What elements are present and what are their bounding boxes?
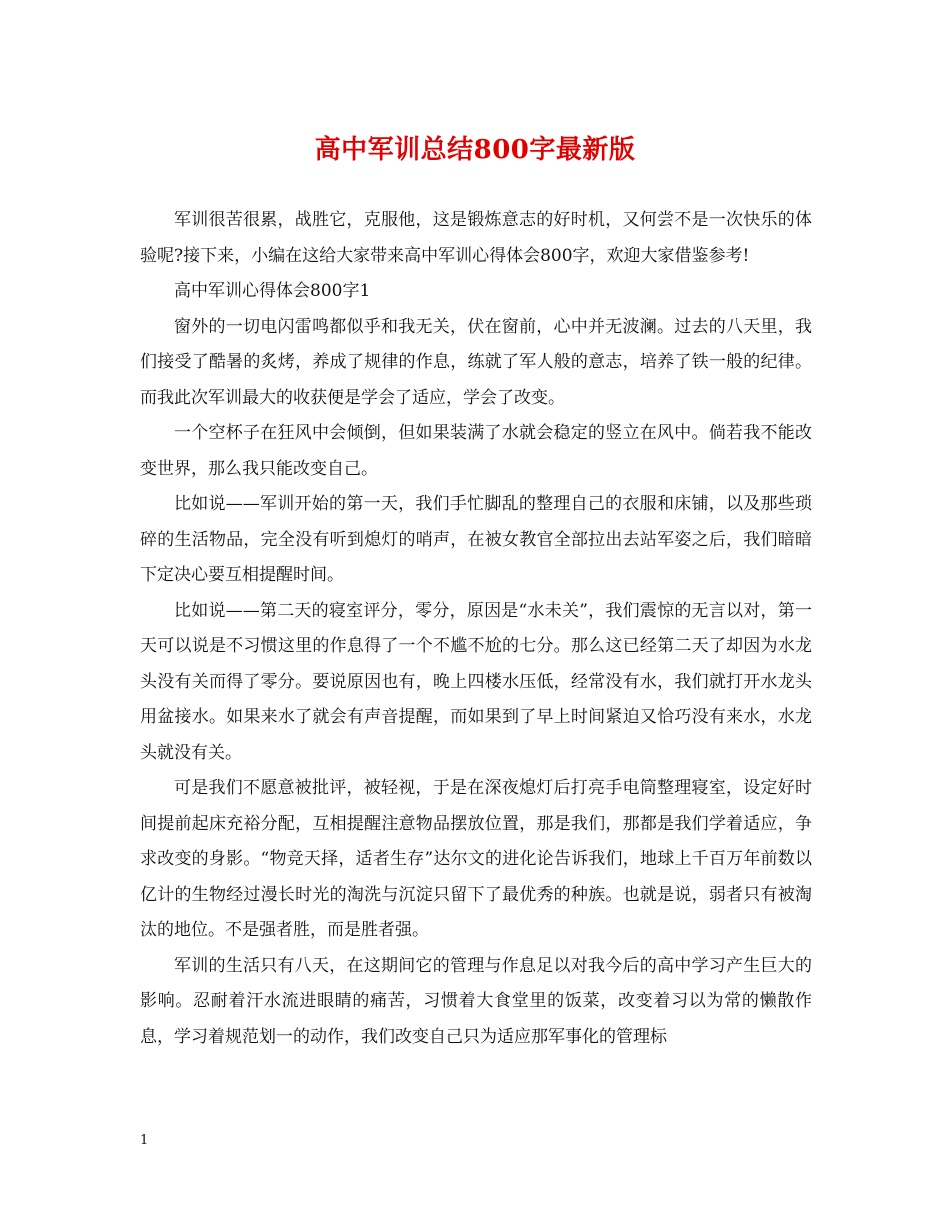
section-heading: 高中军训心得体会800字1 xyxy=(174,281,371,301)
body-paragraph: 比如说——第二天的寝室评分，零分，原因是“水未关”，我们震惊的无言以对，第一天可以说是不习惯这里的作息得了一个不尴不尬的七分。那么这已经第二天了却因为水龙头没有关而得了零分。要说原因也有，晚上四楼水压低，经常没有水，我们就打开水龙头用盆接水。如果来水了就会有声音提醒，而如果到了早上时间紧迫又恰巧没有来水，水龙头就没有关。 xyxy=(140,600,812,763)
document-body xyxy=(140,203,812,1055)
body-paragraph: 一个空杯子在狂风中会倾倒，但如果装满了水就会稳定的竖立在风中。倘若我不能改变世界，那么我只能改变自己。 xyxy=(140,423,812,479)
intro-paragraph: 军训很苦很累，战胜它，克服他，这是锻炼意志的好时机，又何尝不是一次快乐的体验呢?接下来，小编在这给大家带来高中军训心得体会800字，欢迎大家借鉴参考! xyxy=(140,210,812,266)
body-paragraph: 窗外的一切电闪雷鸣都似乎和我无关，伏在窗前，心中并无波澜。过去的八天里，我们接受了酷暑的炙烤，养成了规律的作息，练就了军人般的意志，培养了铁一般的纪律。而我此次军训最大的收获便是学会了适应，学会了改变。 xyxy=(140,316,812,408)
page-number: 1 xyxy=(140,1133,149,1148)
body-paragraph: 可是我们不愿意被批评，被轻视，于是在深夜熄灯后打亮手电筒整理寝室，设定好时间提前起床充裕分配，互相提醒注意物品摆放位置，那是我们，那都是我们学着适应，争求改变的身影。“物竞天择，适者生存”达尔文的进化论告诉我们，地球上千百万年前数以亿计的生物经过漫长时光的淘洗与沉淀只留下了最优秀的种族。也就是说，弱者只有被淘汰的地位。不是强者胜，而是胜者强。 xyxy=(140,778,812,940)
body-paragraph: 军训的生活只有八天，在这期间它的管理与作息足以对我今后的高中学习产生巨大的影响。忍耐着汗水流进眼睛的痛苦，习惯着大食堂里的饭菜，改变着习以为常的懒散作息，学习着规范划一的动作，我们改变自己只为适应那军事化的管理标 xyxy=(140,955,812,1047)
body-paragraph: 比如说——军训开始的第一天，我们手忙脚乱的整理自己的衣服和床铺，以及那些琐碎的生活物品，完全没有听到熄灯的哨声，在被女教官全部拉出去站军姿之后，我们暗暗下定决心要互相提醒时间。 xyxy=(140,494,812,585)
document-title: 高中军训总结800字最新版 xyxy=(314,135,636,165)
